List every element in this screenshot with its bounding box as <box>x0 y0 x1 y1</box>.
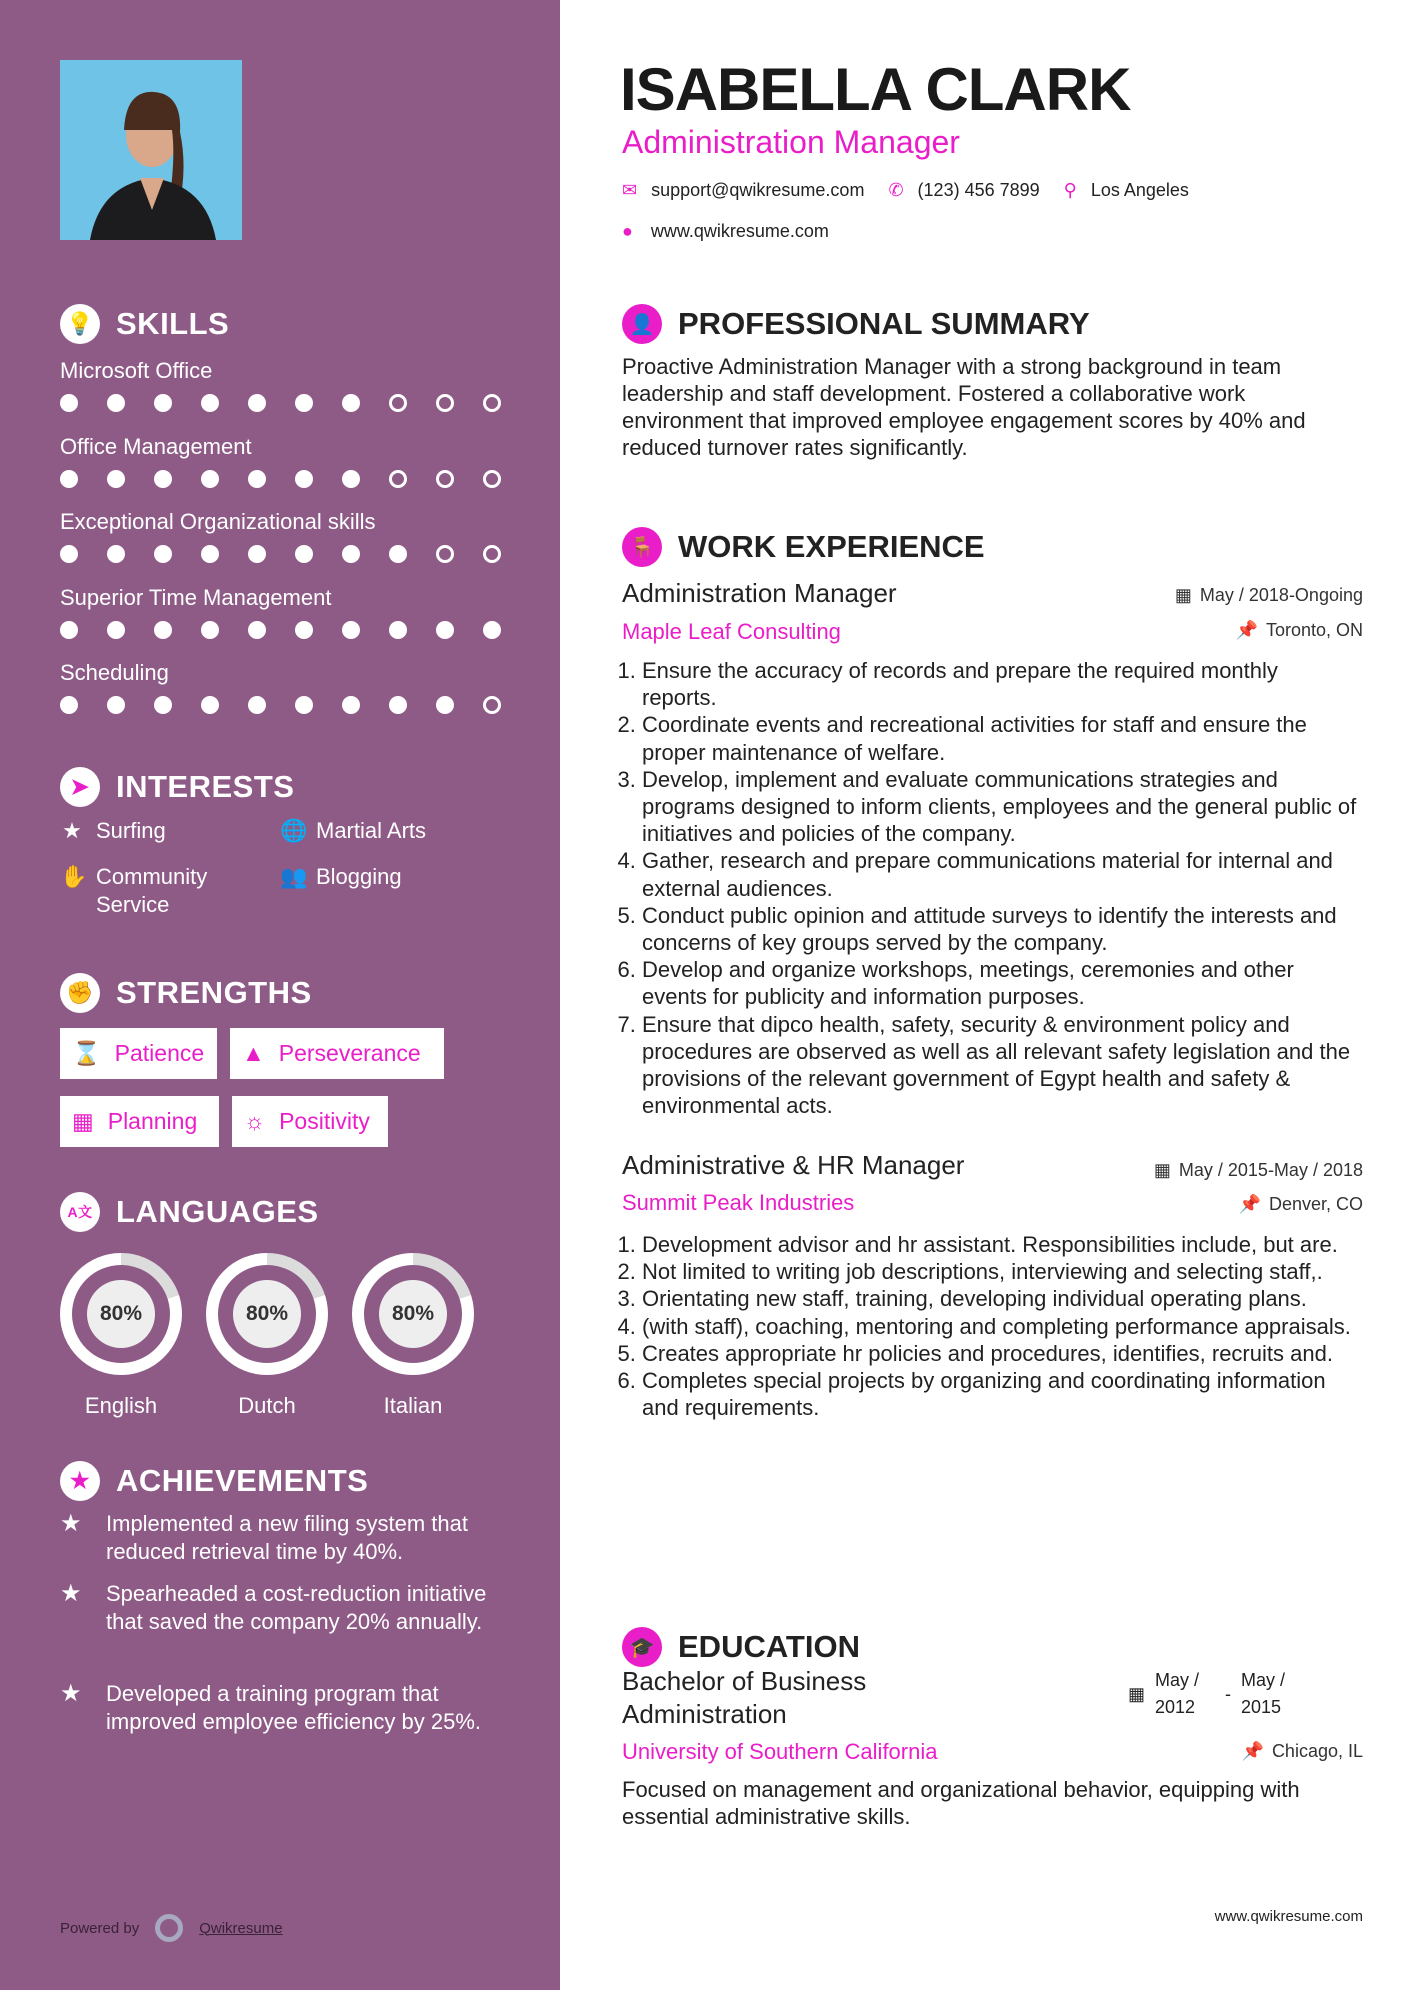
filled-dot <box>342 545 360 563</box>
user-icon: 👤 <box>622 304 662 344</box>
duty-item: 6. Develop and organize workshops, meetings, ceremonies and other events for publicity and information purposes. <box>642 956 1358 1010</box>
filled-dot <box>295 696 313 714</box>
language-name: Italian <box>383 1393 443 1418</box>
shooting-star-icon: ★ <box>60 1510 82 1537</box>
job-title: Administration Manager <box>622 124 960 160</box>
strength-badge: ☼ Positivity <box>232 1096 388 1147</box>
duty-item: 1. Development advisor and hr assistant. Responsibilities include, but are. <box>642 1231 1358 1258</box>
powered-by: Powered by Qwikresume <box>60 1914 283 1942</box>
filled-dot <box>107 394 125 412</box>
filled-dot <box>342 696 360 714</box>
education-heading: 🎓 EDUCATION <box>622 1627 860 1667</box>
education-description: Focused on management and organizational behavior, equipping with essential administrative skills. <box>622 1777 1300 1829</box>
school: University of Southern California <box>622 1739 938 1764</box>
filled-dot <box>248 470 266 488</box>
job-duties <box>618 657 1358 1119</box>
filled-dot <box>248 545 266 563</box>
profile-photo <box>60 60 242 240</box>
office-chair-icon: 🪑 <box>622 527 662 567</box>
duty-item: 4. Gather, research and prepare communications material for internal and external audiences. <box>642 847 1358 901</box>
interest-item: 🌐 Martial Arts <box>280 818 427 843</box>
footer-website[interactable]: www.qwikresume.com <box>1214 1908 1363 1925</box>
skill-rating <box>60 696 501 714</box>
envelope-icon: ✉ <box>622 180 638 200</box>
language-item <box>60 1253 182 1419</box>
job-company: Maple Leaf Consulting <box>622 619 841 644</box>
duty-item: 6. Completes special projects by organizing and coordinating information and requirements. <box>642 1367 1358 1421</box>
language-percent: 80% <box>87 1280 155 1348</box>
filled-dot <box>60 545 78 563</box>
shooting-star-icon: ★ <box>60 1580 82 1607</box>
duty-item: 1. Ensure the accuracy of records and prepare the required monthly reports. <box>642 657 1358 711</box>
users-icon: 👥 <box>280 864 308 889</box>
filled-dot <box>201 545 219 563</box>
filled-dot <box>201 394 219 412</box>
filled-dot <box>201 470 219 488</box>
filled-dot <box>154 696 172 714</box>
filled-dot <box>107 470 125 488</box>
date-separator: - <box>1225 1683 1232 1704</box>
empty-dot <box>389 394 407 412</box>
star-icon: ★ <box>62 818 82 843</box>
skill-rating <box>60 621 501 639</box>
strength-badge: ▦ Planning <box>60 1096 219 1147</box>
language-progress-ring <box>352 1253 474 1375</box>
fist-icon: ✊ <box>60 973 100 1013</box>
filled-dot <box>436 696 454 714</box>
job-duties <box>618 1231 1358 1421</box>
achievement-item: ★ Developed a training program that improved employee efficiency by 25%. <box>60 1680 482 1734</box>
summary-text: Proactive Administration Manager with a strong background in team leadership and staff development. Fostered a collaborative work environment that improved employee engagement scores by 40% and reduced turnover rates significantly. <box>622 354 1306 460</box>
duty-item: 4. (with staff), coaching, mentoring and completing performance appraisals. <box>642 1313 1358 1340</box>
filled-dot <box>295 470 313 488</box>
job-location: 📌 Denver, CO <box>1238 1194 1363 1214</box>
languages-heading: A文 LANGUAGES <box>60 1192 319 1232</box>
filled-dot <box>60 470 78 488</box>
duty-item: 5. Creates appropriate hr policies and procedures, identifies, recruits and. <box>642 1340 1358 1367</box>
globe-icon: 🌐 <box>280 818 308 843</box>
education-dates: ▦ May / 2012 - May / 2015 <box>1128 1670 1286 1717</box>
shooting-star-icon: ★ <box>60 1680 82 1707</box>
achievement-item: ★ Implemented a new filing system that reduced retrieval time by 40%. <box>60 1510 468 1564</box>
strength-badge: ▲ Perseverance <box>230 1028 444 1079</box>
filled-dot <box>295 394 313 412</box>
filled-dot <box>154 621 172 639</box>
filled-dot <box>248 394 266 412</box>
empty-dot <box>436 545 454 563</box>
education-location: 📌 Chicago, IL <box>1241 1741 1363 1761</box>
interests-heading: ➤ INTERESTS <box>60 767 294 807</box>
empty-dot <box>483 470 501 488</box>
globe-icon: ● <box>622 221 633 241</box>
shooting-star-icon: ★ <box>60 1461 100 1501</box>
filled-dot <box>342 394 360 412</box>
interest-item: 👥 Blogging <box>280 864 402 889</box>
website-row <box>622 221 829 242</box>
sidebar <box>0 0 560 1990</box>
empty-dot <box>483 696 501 714</box>
filled-dot <box>389 545 407 563</box>
calendar-icon: ▦ <box>1153 1160 1171 1180</box>
empty-dot <box>483 394 501 412</box>
filled-dot <box>60 394 78 412</box>
calendar-icon: ▦ <box>72 1108 94 1134</box>
skill-label: Exceptional Organizational skills <box>60 509 376 534</box>
qwikresume-link[interactable]: Qwikresume <box>199 1919 283 1937</box>
filled-dot <box>389 621 407 639</box>
degree: Bachelor of Business Administration <box>622 1666 867 1729</box>
interest-item: ★ Surfing <box>60 817 166 845</box>
filled-dot <box>248 696 266 714</box>
skill-label: Microsoft Office <box>60 358 213 383</box>
job-dates: ▦ May / 2018-Ongoing <box>1174 585 1363 605</box>
skill-label: Superior Time Management <box>60 584 332 610</box>
empty-dot <box>389 470 407 488</box>
phone-icon: ✆ <box>888 180 904 200</box>
language-name: English <box>84 1393 158 1418</box>
skill-rating <box>60 545 501 563</box>
filled-dot <box>201 621 219 639</box>
summary-heading: 👤 PROFESSIONAL SUMMARY <box>622 304 1090 344</box>
filled-dot <box>389 696 407 714</box>
skill-rating <box>60 470 501 488</box>
filled-dot <box>342 621 360 639</box>
sun-icon: ☼ <box>244 1108 266 1134</box>
pushpin-icon: 📌 <box>1241 1741 1264 1761</box>
pushpin-icon: 📌 <box>1238 1194 1261 1214</box>
qwikresume-logo-icon <box>155 1914 183 1942</box>
interest-item: ✋ Community Service <box>60 864 208 917</box>
job-company: Summit Peak Industries <box>622 1190 855 1215</box>
skill-label: Scheduling <box>60 660 169 685</box>
job-position: Administrative & HR Manager <box>622 1150 965 1180</box>
language-percent: 80% <box>379 1280 447 1348</box>
strengths-heading: ✊ STRENGTHS <box>60 973 312 1013</box>
empty-dot <box>436 394 454 412</box>
job-position: Administration Manager <box>622 578 897 608</box>
calendar-icon: ▦ <box>1128 1683 1146 1704</box>
website-link[interactable]: www.qwikresume.com <box>650 221 829 241</box>
filled-dot <box>201 696 219 714</box>
language-percent: 80% <box>233 1280 301 1348</box>
language-progress-ring <box>60 1253 182 1375</box>
duty-item: 3. Develop, implement and evaluate communications strategies and programs designed to inform clients, employees and the general public of initiatives and policies of the company. <box>642 766 1358 848</box>
road-icon: ▲ <box>242 1040 265 1066</box>
filled-dot <box>107 621 125 639</box>
filled-dot <box>248 621 266 639</box>
skill-rating <box>60 394 501 412</box>
skill-label: Office Management <box>60 433 252 459</box>
lightbulb-icon: 💡 <box>60 304 100 344</box>
achievement-item: ★ Spearheaded a cost-reduction initiative that saved the company 20% annually. <box>60 1580 487 1634</box>
filled-dot <box>295 545 313 563</box>
empty-dot <box>436 470 454 488</box>
duty-item: 2. Coordinate events and recreational activities for staff and ensure the proper maintenance of welfare. <box>642 711 1358 765</box>
duty-item: 7. Ensure that dipco health, safety, security & environment policy and procedures are observed as well as all relevant safety legislation and the provisions of the relevant government of Egypt health and safety & environmental acts. <box>642 1011 1358 1120</box>
candidate-name: ISABELLA CLARK <box>620 56 1131 123</box>
experience-heading: 🪑 WORK EXPERIENCE <box>622 527 985 567</box>
duty-item: 3. Orientating new staff, training, developing individual operating plans. <box>642 1285 1358 1312</box>
hand-icon: ✋ <box>60 864 88 889</box>
hourglass-icon: ⌛ <box>72 1040 101 1066</box>
filled-dot <box>436 621 454 639</box>
language-progress-ring <box>206 1253 328 1375</box>
map-pin-icon: ⚲ <box>1063 180 1077 200</box>
language-name: Dutch <box>238 1393 296 1418</box>
job-location: 📌 Toronto, ON <box>1235 620 1363 640</box>
language-item <box>352 1253 474 1419</box>
translate-icon: A文 <box>60 1192 100 1232</box>
filled-dot <box>154 545 172 563</box>
contact-row <box>622 180 1189 201</box>
filled-dot <box>342 470 360 488</box>
empty-dot <box>483 545 501 563</box>
graduate-icon: 🎓 <box>622 1627 662 1667</box>
skills-heading: 💡 SKILLS <box>60 304 229 344</box>
strength-badge: ⌛ Patience <box>60 1028 217 1079</box>
location: Los Angeles <box>1090 180 1189 200</box>
calendar-icon: ▦ <box>1174 585 1192 605</box>
phone[interactable]: (123) 456 7899 <box>917 180 1040 200</box>
filled-dot <box>154 394 172 412</box>
filled-dot <box>483 621 501 639</box>
paper-plane-icon: ➤ <box>60 767 100 807</box>
achievements-heading: ★ ACHIEVEMENTS <box>60 1461 368 1501</box>
email[interactable]: support@qwikresume.com <box>651 180 865 200</box>
duty-item: 2. Not limited to writing job descriptions, interviewing and selecting staff,. <box>642 1258 1358 1285</box>
duty-item: 5. Conduct public opinion and attitude surveys to identify the interests and concerns of key groups served by the company. <box>642 902 1358 956</box>
pushpin-icon: 📌 <box>1235 620 1258 640</box>
filled-dot <box>107 545 125 563</box>
filled-dot <box>154 470 172 488</box>
filled-dot <box>295 621 313 639</box>
language-item <box>206 1253 328 1419</box>
job-dates: ▦ May / 2015-May / 2018 <box>1153 1160 1363 1180</box>
filled-dot <box>60 696 78 714</box>
filled-dot <box>107 696 125 714</box>
filled-dot <box>60 621 78 639</box>
